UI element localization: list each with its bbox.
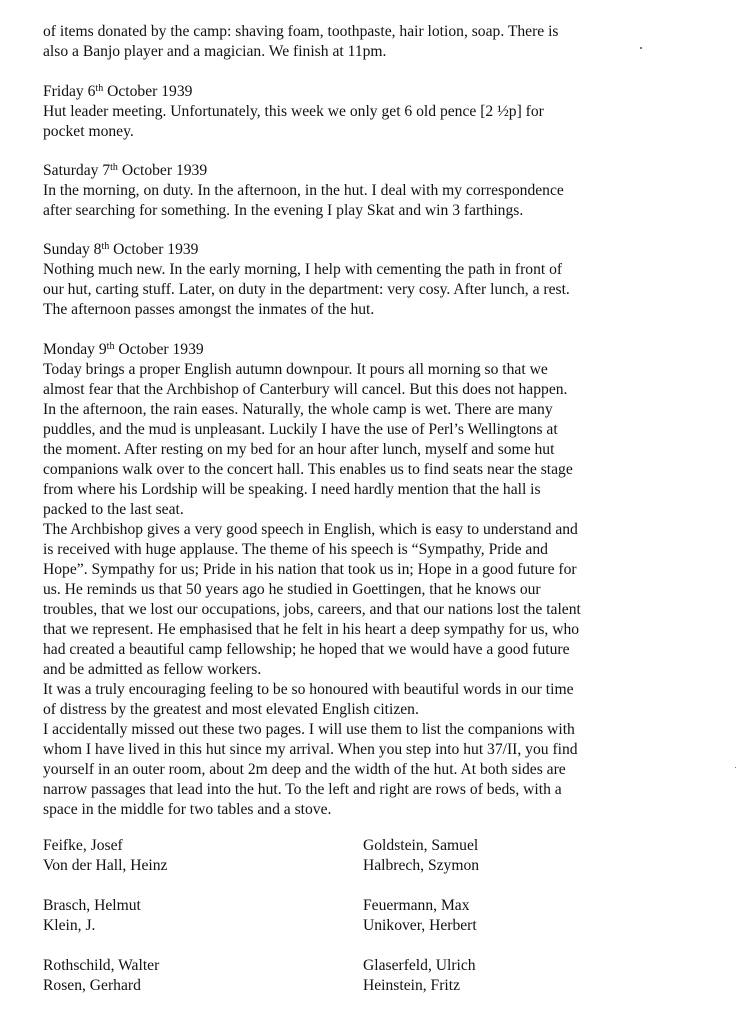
- entry-line: and be admitted as fellow workers.: [43, 661, 262, 678]
- companion-name: Unikover, Herbert: [363, 917, 477, 934]
- entry-line: The afternoon passes amongst the inmates of the hut.: [43, 301, 375, 318]
- companion-name: Goldstein, Samuel: [363, 837, 479, 854]
- entry-line: Today brings a proper English autumn downpour. It pours all morning so that we: [43, 361, 548, 378]
- companion-name: Von der Hall, Heinz: [43, 857, 168, 874]
- scan-speck: [640, 47, 642, 49]
- entry-line: after searching for something. In the evening I play Skat and win 3 farthings.: [43, 202, 524, 219]
- entry-date: Monday 9th October 1939: [43, 341, 204, 358]
- companion-name: Feuermann, Max: [363, 897, 470, 914]
- companion-name: Klein, J.: [43, 917, 96, 934]
- companion-name: Rosen, Gerhard: [43, 977, 141, 994]
- entry-line: almost fear that the Archbishop of Canterbury will cancel. But this does not happen.: [43, 381, 568, 398]
- scan-speck: [735, 767, 736, 768]
- entry-line: puddles, and the mud is unpleasant. Luckily I have the use of Perl’s Wellingtons at: [43, 421, 558, 438]
- entry-line: of distress by the greatest and most elevated English citizen.: [43, 701, 419, 718]
- companion-name: Feifke, Josef: [43, 837, 123, 854]
- entry-line: I accidentally missed out these two pages. I will use them to list the companions with: [43, 721, 575, 738]
- entry-line: The Archbishop gives a very good speech in English, which is easy to understand and: [43, 521, 578, 538]
- entry-line: Nothing much new. In the early morning, I help with cementing the path in front of: [43, 261, 563, 278]
- entry-date: Sunday 8th October 1939: [43, 241, 199, 258]
- entry-line: that we represent. He emphasised that he felt in his heart a deep sympathy for us, who: [43, 621, 580, 638]
- companion-name: Heinstein, Fritz: [363, 977, 461, 994]
- entry-line: In the afternoon, the rain eases. Naturally, the whole camp is wet. There are many: [43, 401, 553, 418]
- entry-line: yourself in an outer room, about 2m deep and the width of the hut. At both sides are: [43, 761, 566, 778]
- entry-date: Saturday 7th October 1939: [43, 162, 208, 179]
- entry-line: packed to the last seat.: [43, 501, 184, 518]
- entry-line: Hut leader meeting. Unfortunately, this week we only get 6 old pence [2 ½p] for: [43, 103, 544, 120]
- companion-name: Rothschild, Walter: [43, 957, 160, 974]
- entry-line: the moment. After resting on my bed for an hour after lunch, myself and some hut: [43, 441, 555, 458]
- entry-line: is received with huge applause. The theme of his speech is “Sympathy, Pride and: [43, 541, 548, 558]
- entry-line: troubles, that we lost our occupations, jobs, careers, and that our nations lost the talent: [43, 601, 581, 618]
- entry-line: space in the middle for two tables and a stove.: [43, 801, 332, 818]
- entry-date: Friday 6th October 1939: [43, 83, 193, 100]
- entry-line: companions walk over to the concert hall. This enables us to find seats near the stage: [43, 461, 573, 478]
- intro-line: also a Banjo player and a magician. We finish at 11pm.: [43, 43, 387, 60]
- entry-line: from where his Lordship will be speaking. I need hardly mention that the hall is: [43, 481, 541, 498]
- entry-line: Hope”. Sympathy for us; Pride in his nation that took us in; Hope in a good future for: [43, 561, 577, 578]
- intro-line: of items donated by the camp: shaving foam, toothpaste, hair lotion, soap. There is: [43, 23, 559, 40]
- entry-line: had created a beautiful camp fellowship; he hoped that we would have a good future: [43, 641, 570, 658]
- entry-line: narrow passages that lead into the hut. To the left and right are rows of beds, with a: [43, 781, 562, 798]
- entry-line: It was a truly encouraging feeling to be so honoured with beautiful words in our time: [43, 681, 574, 698]
- entry-line: In the morning, on duty. In the afternoon, in the hut. I deal with my correspondence: [43, 182, 564, 199]
- entry-line: our hut, carting stuff. Later, on duty in the department: very cosy. After lunch, a rest.: [43, 281, 570, 298]
- companion-name: Brasch, Helmut: [43, 897, 141, 914]
- entry-line: us. He reminds us that 50 years ago he studied in Goettingen, that he knows our: [43, 581, 541, 598]
- companion-name: Glaserfeld, Ulrich: [363, 957, 476, 974]
- entry-line: pocket money.: [43, 123, 134, 140]
- companion-name: Halbrech, Szymon: [363, 857, 480, 874]
- entry-line: whom I have lived in this hut since my arrival. When you step into hut 37/II, you find: [43, 741, 578, 758]
